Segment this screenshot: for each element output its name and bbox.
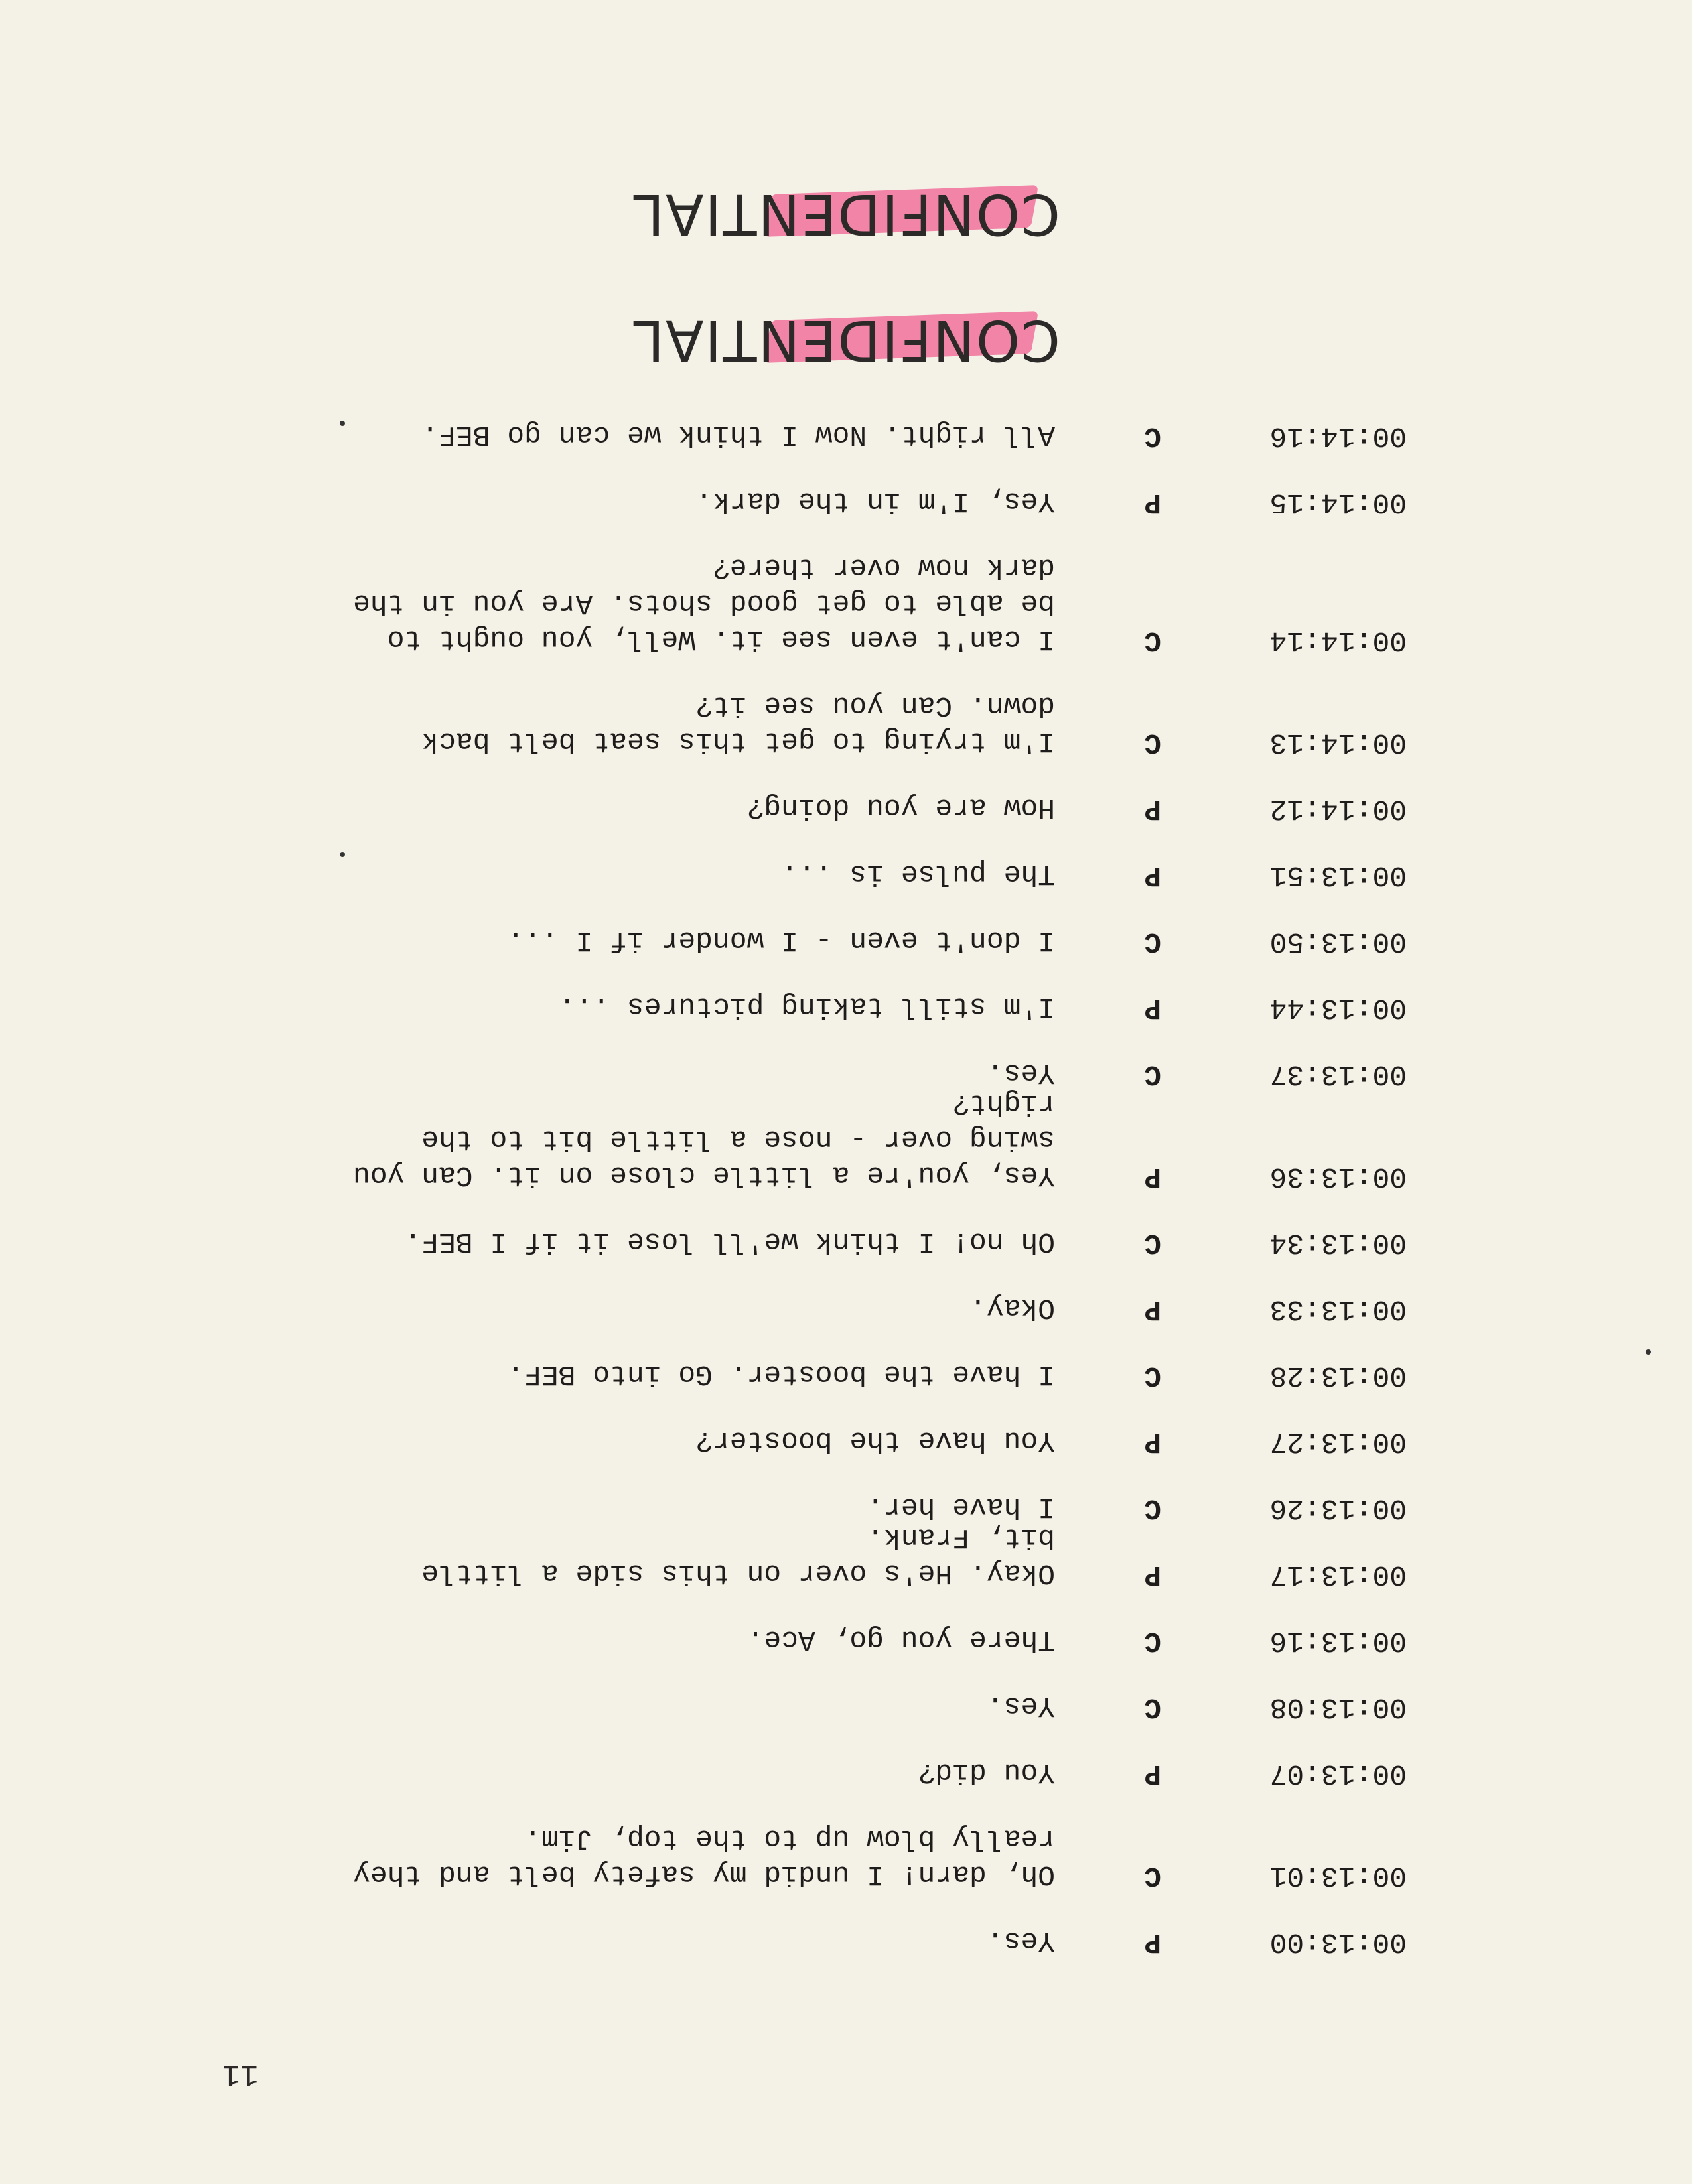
confidential-stamp-text: CONFIDENTIAL — [632, 182, 1060, 247]
speaker-code: C — [1144, 1227, 1161, 1259]
speaker-code: P — [1144, 1757, 1161, 1790]
utterance-text: Oh no! I think we'll lose it if I BEF. — [404, 1225, 1055, 1258]
speaker-code: P — [1144, 992, 1161, 1024]
timestamp: 00:13:37 — [1269, 1058, 1407, 1091]
timestamp: 00:13:28 — [1269, 1359, 1407, 1392]
speaker-code: C — [1144, 1860, 1161, 1892]
speaker-code: C — [1144, 1625, 1161, 1657]
speaker-code: C — [1144, 1691, 1161, 1724]
utterance-text: There you go, Ace. — [746, 1623, 1055, 1656]
speaker-code: C — [1144, 1359, 1161, 1392]
timestamp: 00:13:26 — [1269, 1492, 1407, 1525]
timestamp: 00:13:17 — [1269, 1558, 1407, 1591]
speaker-code: C — [1144, 1492, 1161, 1525]
utterance-text: I'm still taking pictures ... — [558, 990, 1055, 1023]
utterance-text: I don't even - I wonder if I ... — [507, 924, 1055, 957]
speck-mark — [1646, 1349, 1651, 1355]
timestamp: 00:13:01 — [1269, 1860, 1407, 1892]
speaker-code: C — [1144, 1058, 1161, 1091]
timestamp: 00:13:36 — [1269, 1160, 1407, 1193]
speaker-code: C — [1144, 925, 1161, 958]
utterance-text: All right. Now I think we can go BEF. — [421, 419, 1055, 451]
timestamp: 00:14:15 — [1269, 486, 1407, 519]
timestamp: 00:13:51 — [1269, 859, 1407, 892]
timestamp: 00:13:33 — [1269, 1293, 1407, 1326]
timestamp: 00:14:16 — [1269, 420, 1407, 452]
timestamp: 00:14:12 — [1269, 793, 1407, 825]
utterance-text: Yes. — [986, 1690, 1055, 1722]
speaker-code: P — [1144, 859, 1161, 892]
speaker-code: P — [1144, 1426, 1161, 1458]
utterance-text: Yes. — [986, 1925, 1055, 1957]
utterance-text: I can't even see it. Well, you ought to be able to get good shots. Are you in the dark now over there? — [353, 551, 1055, 655]
utterance-text: I have the booster. Go into BEF. — [507, 1358, 1055, 1391]
speaker-code: P — [1144, 486, 1161, 519]
speck-mark — [340, 852, 345, 857]
timestamp: 00:13:50 — [1269, 925, 1407, 958]
timestamp: 00:13:27 — [1269, 1426, 1407, 1458]
utterance-text: You did? — [918, 1756, 1055, 1789]
utterance-text: Yes, I'm in the dark. — [695, 485, 1055, 517]
timestamp: 00:13:44 — [1269, 992, 1407, 1024]
speaker-code: C — [1144, 420, 1161, 452]
utterance-text: Yes, you're a little close on it. Can you swing over - nose a little bit to the right? — [353, 1087, 1055, 1192]
speaker-code: P — [1144, 1558, 1161, 1591]
utterance-text: Oh, darn! I undid my safety belt and they really blow up to the top, Jim. — [353, 1822, 1055, 1891]
timestamp: 00:13:00 — [1269, 1926, 1407, 1958]
utterance-text: I'm trying to get this seat belt back down. Can you see it? — [421, 689, 1055, 758]
speaker-code: C — [1144, 624, 1161, 657]
utterance-text: Okay. He's over on this side a little bit, Frank. — [421, 1521, 1055, 1590]
page-number: 11 — [222, 2057, 259, 2091]
speaker-code: C — [1144, 726, 1161, 759]
timestamp: 00:13:07 — [1269, 1757, 1407, 1790]
timestamp: 00:13:34 — [1269, 1227, 1407, 1259]
speaker-code: P — [1144, 1160, 1161, 1193]
utterance-text: Okay. — [969, 1292, 1055, 1324]
utterance-text: The pulse is ... — [781, 858, 1055, 890]
utterance-text: You have the booster? — [695, 1424, 1055, 1457]
utterance-text: Yes. — [986, 1057, 1055, 1089]
speaker-code: P — [1144, 1293, 1161, 1326]
confidential-stamp-text: CONFIDENTIAL — [632, 308, 1060, 373]
timestamp: 00:14:13 — [1269, 726, 1407, 759]
speaker-code: P — [1144, 793, 1161, 825]
utterance-text: How are you doing? — [746, 791, 1055, 824]
speck-mark — [340, 421, 345, 426]
timestamp: 00:13:08 — [1269, 1691, 1407, 1724]
timestamp: 00:13:16 — [1269, 1625, 1407, 1657]
timestamp: 00:14:14 — [1269, 624, 1407, 657]
confidential-stamp-top — [0, 182, 1692, 247]
confidential-stamp-bottom — [0, 308, 1692, 373]
speaker-code: P — [1144, 1926, 1161, 1958]
utterance-text: I have her. — [867, 1491, 1055, 1523]
